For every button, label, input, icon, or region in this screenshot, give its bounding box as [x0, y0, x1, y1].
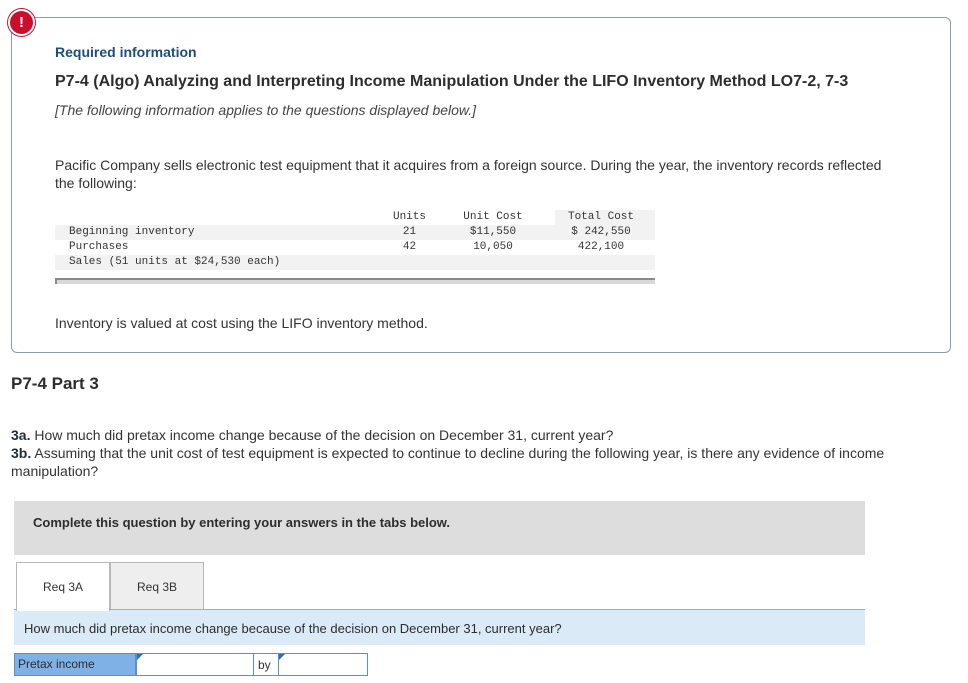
row-label: Purchases [69, 241, 129, 253]
row-units: 42 [402, 241, 417, 253]
header-total-cost: Total Cost [567, 211, 634, 223]
table-row [55, 255, 655, 270]
active-question: How much did pretax income change because of the decision on December 31, current year? [14, 609, 865, 645]
question-text [11, 426, 956, 480]
pretax-income-label: Pretax income [14, 653, 136, 676]
question-3b: 3b. Assuming that the unit cost of test equipment is expected to continue to decline during the following year, is there any evidence of income manipulation? [11, 445, 885, 479]
table-bottom-rule [55, 278, 655, 284]
row-label: Sales (51 units at $24,530 each) [69, 256, 281, 268]
row-units: 21 [402, 226, 417, 238]
part-title: P7-4 Part 3 [11, 374, 99, 393]
row-total-cost: $ 242,550 [571, 226, 631, 238]
table-row [55, 225, 655, 240]
required-information-box [11, 17, 951, 353]
table-header-row [55, 210, 655, 225]
inventory-table [55, 210, 655, 284]
tab-req-3a[interactable]: Req 3A [16, 562, 110, 611]
header-unit-cost: Unit Cost [463, 211, 523, 223]
intro-text: Pacific Company sells electronic test equipment that it acquires from a foreign source. During the year, the inventory records reflected the following: [55, 157, 882, 191]
by-label: by [254, 653, 278, 676]
header-units: Units [392, 211, 426, 223]
change-direction-select[interactable] [136, 653, 254, 676]
amount-input[interactable] [278, 653, 368, 676]
row-total-cost: 422,100 [577, 241, 625, 253]
alert-icon: ! [8, 9, 35, 36]
table-row [55, 240, 655, 255]
applies-note: [The following information applies to the questions displayed below.] [55, 102, 477, 118]
lifo-note: Inventory is valued at cost using the LIFO inventory method. [55, 315, 428, 331]
problem-title: P7-4 (Algo) Analyzing and Interpreting Income Manipulation Under the LIFO Inventory Method LO7-2, 7-3 [55, 73, 849, 90]
required-information-label: Required information [55, 44, 197, 60]
row-unit-cost: 10,050 [473, 241, 513, 253]
row-unit-cost: $11,550 [469, 226, 517, 238]
row-label: Beginning inventory [69, 226, 195, 238]
instructions-banner: Complete this question by entering your answers in the tabs below. [14, 501, 865, 555]
question-3a: 3a. How much did pretax income change because of the decision on December 31, current year? [11, 427, 614, 443]
tab-req-3b[interactable]: Req 3B [110, 562, 204, 610]
